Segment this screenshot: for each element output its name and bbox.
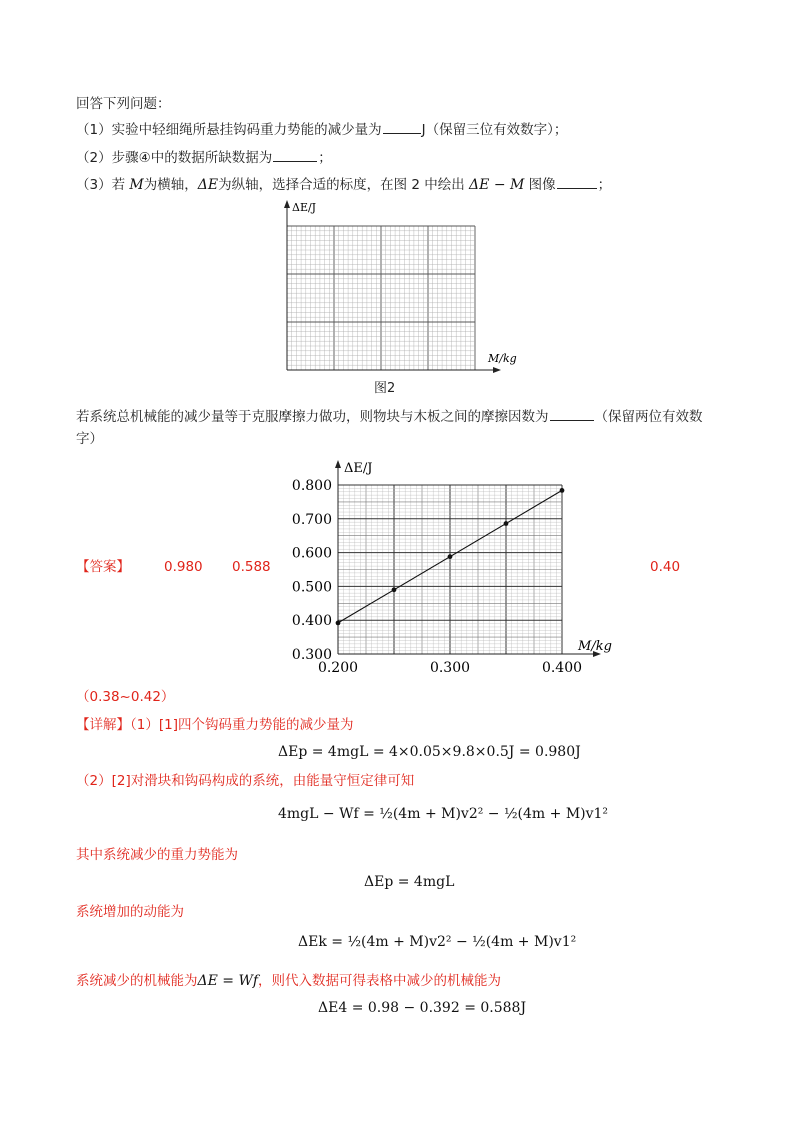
detail-label: 【详解】 (76, 717, 130, 733)
answer-1: 0.980 (164, 559, 203, 575)
equation-3: ΔEp = 4mgL (364, 874, 455, 890)
question-1 (76, 121, 567, 139)
figure-2-caption: 图2 (374, 381, 396, 396)
equation-5: ΔE4 = 0.98 − 0.392 = 0.588J (318, 1000, 527, 1016)
q3-suffix: ； (597, 177, 612, 193)
chart-ytick-label: 0.700 (291, 511, 332, 528)
q1-blank (383, 121, 421, 134)
q2-blank (273, 149, 317, 162)
q3-dE: ΔE (197, 177, 219, 193)
fig2-y-arrow (284, 200, 290, 208)
chart-data-point (336, 621, 341, 626)
q3-dEM: ΔE − M (469, 177, 525, 193)
detail-p1 (76, 716, 353, 734)
answer-range: （0.38~0.42） (76, 689, 175, 705)
q3-blank (557, 176, 597, 189)
chart-ylabel: ΔE/J (344, 461, 373, 476)
detail-p5-prefix: 系统减少的机械能为 (76, 973, 198, 989)
chart-xtick-label: 0.300 (429, 660, 471, 676)
equation-1: ΔEp = 4mgL = 4×0.05×9.8×0.5J = 0.980J (278, 744, 581, 760)
intro-text: 回答下列问题： (76, 96, 171, 112)
q3-prefix: （3）若 (76, 177, 126, 193)
answer-label: 【答案】 (76, 559, 130, 575)
chart-xlabel: M/kg (578, 639, 612, 654)
q4-line1: 若系统总机械能的减少量等于克服摩擦力做功，则物块与木板之间的摩擦因数为 (76, 409, 549, 425)
answer-2: 0.588 (232, 559, 271, 575)
q4-line1-end: （保留两位有效数 (594, 409, 703, 425)
q2-prefix: （2）步骤④中的数据所缺数据为 (76, 150, 273, 166)
chart-data-point (448, 554, 453, 559)
chart-data-point (560, 488, 565, 493)
fig2-x-arrow (493, 367, 501, 373)
chart-ytick-label: 0.600 (291, 545, 332, 562)
chart-ytick-label: 0.800 (291, 478, 332, 494)
question-4-line1 (76, 408, 703, 426)
detail-p1-text: （1）[1]四个钩码重力势能的减少量为 (130, 717, 354, 733)
question-2 (76, 149, 332, 167)
q3-M: M (129, 177, 144, 193)
chart-ytick-label: 0.300 (291, 647, 332, 663)
fig2-xlabel: M/kg (488, 352, 517, 365)
detail-p3: 其中系统减少的重力势能为 (76, 847, 238, 863)
chart-data-point (392, 587, 397, 592)
detail-p4: 系统增加的动能为 (76, 904, 184, 920)
detail-p5-suffix: ，则代入数据可得表格中减少的机械能为 (258, 973, 502, 989)
q3-mid2: 为纵轴，选择合适的标度，在图 2 中绘出 (218, 177, 465, 193)
chart-y-arrow (335, 460, 341, 468)
chart-xtick-label: 0.200 (317, 660, 359, 676)
fig2-gridlines (287, 226, 475, 370)
fig2-ylabel: ΔE/J (292, 201, 317, 214)
q3-mid3: 图像 (528, 177, 556, 193)
detail-p5-math: ΔE = Wf (197, 973, 259, 989)
figure-2-grid (270, 196, 517, 376)
answer-3: 0.40 (650, 559, 681, 575)
detail-p2: （2）[2]对滑块和钩码构成的系统，由能量守恒定律可知 (76, 773, 415, 789)
equation-2: 4mgL − Wf = ½(4m + M)v2² − ½(4m + M)v1² (278, 806, 609, 822)
chart-data-point (504, 521, 509, 526)
q4-blank (550, 408, 594, 421)
q1-suffix: J（保留三位有效数字）； (421, 122, 568, 138)
answer-chart (280, 452, 620, 682)
chart-ytick-label: 0.500 (291, 579, 332, 596)
detail-p5 (76, 972, 501, 990)
chart-xtick-label: 0.400 (541, 660, 583, 676)
chart-ytick-label: 0.400 (291, 613, 332, 630)
q1-prefix: （1）实验中轻细绳所悬挂钩码重力势能的减少量为 (76, 122, 382, 138)
question-4-line2: 字） (76, 431, 103, 447)
q2-suffix: ； (318, 150, 332, 166)
equation-4: ΔEk = ½(4m + M)v2² − ½(4m + M)v1² (298, 934, 577, 950)
q3-mid1: 为横轴， (143, 177, 198, 193)
question-3 (76, 176, 611, 194)
